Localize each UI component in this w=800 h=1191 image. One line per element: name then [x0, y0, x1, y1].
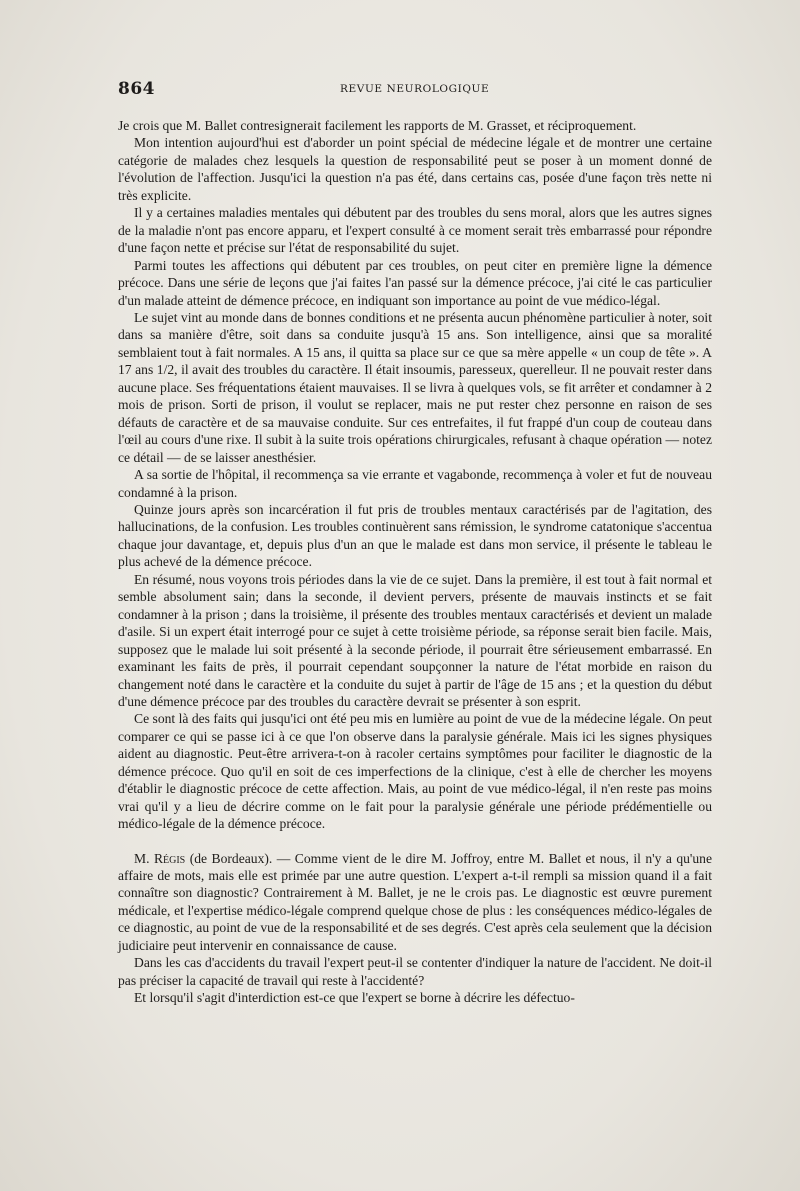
- paragraph: Quinze jours après son incarcération il fut pris de troubles mentaux caractérisés par de l'agitation, des hallucinations, de la confusion. Les troubles continuèrent sans rémission, le syndrome catatonique s'accentua chaque jour davantage, et, depuis plus d'un an que le malade est dans mon service, il présente le tableau le plus achevé de la démence précoce.: [118, 501, 712, 570]
- paragraph: Je crois que M. Ballet contresignerait facilement les rapports de M. Grasset, et réciproquement.: [118, 118, 637, 133]
- page-header: [118, 79, 712, 99]
- intervention-text: (de Bordeaux). — Comme vient de le dire M. Joffroy, entre M. Ballet et nous, il n'y a qu'une affaire de mots, mais elle est primée par une autre question. L'expert a-t-il rempli sa mission quand il a fait connaître son diagnostic? Contrairement à M. Ballet, je ne le crois pas. Le diagnostic est œuvre purement médicale, et l'expertise médico-légale comprend quelque chose de plus : les conséquences médico-légales de ce diagnostic, au point de vue de la responsabilité et de ses degrés. C'est après cela seulement que la décision judiciaire peut intervenir en connaissance de cause.: [118, 850, 712, 953]
- paragraph: Il y a certaines maladies mentales qui débutent par des troubles du sens moral, alors que les autres signes de la maladie n'ont pas encore apparu, et l'expert consulté à ce moment serait très embarrassé pour répondre d'une façon nette et précise sur l'état de responsabilité du sujet.: [118, 205, 712, 256]
- paragraph: Mon intention aujourd'hui est d'aborder un point spécial de médecine légale et de montrer une certaine catégorie de malades chez lesquels la question de responsabilité peut se poser à un moment donné de l'évolution de l'affection. Jusqu'ici la question n'a pas été, dans certains cas, posée d'une façon très nette ni très explicite.: [118, 135, 712, 203]
- paragraph: En résumé, nous voyons trois périodes dans la vie de ce sujet. Dans la première, il est tout à fait normal et semble absolument sain; dans la seconde, il devient pervers, présente de mauvais instincts et se fait condamner à la prison ; dans la troisième, il présente des troubles mentaux caractérisés et devient un malade d'asile. Si un expert était interrogé pour ce sujet à cette troisième période, sa réponse serait bien facile. Mais, supposez que le malade lui soit présenté à la seconde période, il pourrait être sérieusement embarrassé. En examinant les faits de près, il pourrait cependant soupçonner la nature de l'état morbide en raison du changement noté dans le caractère et la conduite du sujet à partir de l'âge de 15 ans ; et la question du début d'une démence précoce par des troubles du caractère devrait se présenter à son esprit.: [118, 571, 712, 709]
- article-body: [118, 117, 712, 1007]
- regis-intervention: [118, 850, 712, 955]
- paragraph: A sa sortie de l'hôpital, il recommença sa vie errante et vagabonde, recommença à voler et fut de nouveau condamné à la prison.: [118, 467, 712, 500]
- paragraph: Parmi toutes les affections qui débutent par ces troubles, on peut citer en première ligne la démence précoce. Dans une série de leçons que j'ai faites l'an passé sur la démence précoce, j'ai cité le cas particulier d'un malade atteint de démence précoce, en indiquant son importance au point de vue médico-légal.: [118, 257, 712, 308]
- paragraph: Dans les cas d'accidents du travail l'expert peut-il se contenter d'indiquer la nature de l'accident. Ne doit-il pas préciser la capacité de travail qui reste à l'accidenté?: [118, 955, 712, 988]
- speaker-prefix: M.: [134, 850, 154, 866]
- paragraph: Ce sont là des faits qui jusqu'ici ont été peu mis en lumière au point de vue de la médecine légale. On peut comparer ce qui se passe ici à ce que l'on observe dans la paralysie générale. Mais ici les signes physiques aident au diagnostic. Peut-être arrivera-t-on à racoler certains symptômes pour faciliter le diagnostic de la démence précoce. Quo qu'il en soit de ces imperfections de la clinique, c'est à elle de chercher les moyens d'établir le diagnostic précoce de cette affection. Mais, au point de vue médico-légal, il n'en reste pas moins vrai qu'il y a lieu de décrire comme on le fait pour la paralysie générale une période prédémentielle ou médico-légale de la démence précoce.: [118, 711, 712, 832]
- running-title: REVUE NEUROLOGIQUE: [340, 83, 490, 95]
- speaker-name: Régis: [153, 850, 186, 866]
- paragraph: Le sujet vint au monde dans de bonnes conditions et ne présenta aucun phénomène particulier à noter, soit dans sa manière d'être, soit dans sa conduite jusqu'à 15 ans. Son intelligence, ainsi que sa moralité semblaient tout à fait normales. A 15 ans, il quitta sa place sur ce que sa mère appelle « un coup de tête ». A 17 ans 1/2, il avait des troubles du caractère. Il était insoumis, paresseux, querelleur. Il ne pouvait rester dans aucune place. Ses fréquentations étaient mauvaises. Il se livra à quelques vols, se fit arrêter et condamner à 2 mois de prison. Sorti de prison, il voulut se replacer, mais ne put rester chez personne en raison de ses défauts de caractère et de sa mauvaise conduite. Sur ces entrefaites, il fut frappé d'un coup de couteau dans l'œil au cours d'une rixe. Il subit à la suite trois opérations chirurgicales, refusant à chaque opération — notez ce détail — de se laisser anesthésier.: [118, 309, 712, 465]
- paragraph: Et lorsqu'il s'agit d'interdiction est-ce que l'expert se borne à décrire les défectuo-: [134, 990, 575, 1006]
- page-number: 864: [118, 79, 155, 99]
